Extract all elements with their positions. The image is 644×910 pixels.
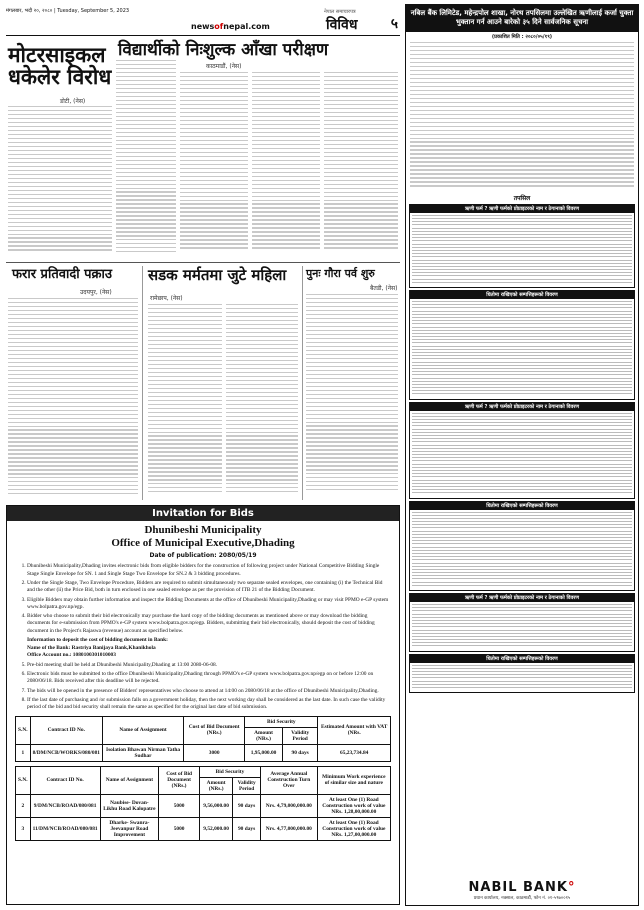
story-eyecamp-dateline: काठमाडौं, (नेस) xyxy=(206,63,242,70)
cell: Isolation Bhawan Nirman Tatha Sudhar xyxy=(102,744,183,761)
cell: 5000 xyxy=(159,817,200,840)
site-brand[interactable] xyxy=(191,22,270,31)
cell: 3000 xyxy=(184,744,245,761)
story-absconding-headline: फरार प्रतिवादी पक्राउ xyxy=(12,267,112,282)
bid-table-2 xyxy=(15,766,391,841)
entry-header: ऋणी फर्म ? ऋणी फर्मको प्रोप्राइटरको नाम र ठेगानाको विवरण xyxy=(410,594,634,602)
bid-items-2 xyxy=(7,662,399,712)
notice-entry xyxy=(409,402,635,499)
bid-org-line1: Dhunibeshi Municipality xyxy=(144,524,262,536)
th-contract: Contract ID No. xyxy=(30,716,102,744)
cell: 90 days xyxy=(233,794,261,817)
bid-item: 6. Electronic bids must be submitted to the office Dhunibeshi Municipality,Dhading through PPMO's e-GP system www.bolpatra.gov.np/egp on or before 12:00 on 2080/06/18. Bids received after this deadline will be rejected. xyxy=(27,671,391,686)
cell: 1,95,000.00 xyxy=(245,744,283,761)
cell: 90 days xyxy=(233,817,261,840)
logo-text: NABIL BANK xyxy=(468,880,568,895)
th-validity: Validity Period xyxy=(233,777,261,794)
story-road-headline: सडक मर्मतमा जुटे महिला xyxy=(148,266,287,284)
story-road-body-col2 xyxy=(226,304,298,498)
entry-header: धितोमा राखिएको सम्पत्तिहरूको विवरण xyxy=(410,655,634,663)
notice-entry xyxy=(409,204,635,288)
cell: 9,56,000.00 xyxy=(199,794,232,817)
cell: Nrs. 4,77,000,000.00 xyxy=(260,817,317,840)
story-gaura-dateline: बैतडी, (नेस) xyxy=(370,285,398,292)
notice-entry xyxy=(409,654,635,694)
th-amount: Amount (NRs.) xyxy=(245,727,283,744)
cell: 65,23,734.84 xyxy=(318,744,391,761)
bid-pub-date: Date of publication: 2080/05/19 xyxy=(149,552,257,560)
story-road-dateline: रामेछाप, (नेस) xyxy=(150,295,183,302)
logo-accent: ° xyxy=(567,880,576,895)
nabil-bank-logo xyxy=(406,880,638,895)
page-number: ५ xyxy=(390,16,398,32)
section-divider xyxy=(6,262,400,263)
th-amount: Amount (NRs.) xyxy=(199,777,232,794)
brand-left: news xyxy=(191,22,215,31)
issue-date: मंगलबार, भदौ २०, २०८० | Tuesday, September 5, 2023 xyxy=(6,8,130,14)
story-motorcycle-dateline: डोटी, (नेस) xyxy=(60,98,86,105)
notice-intro xyxy=(410,42,634,192)
entry-header: धितोमा राखिएको सम्पत्तिहरूको विवरण xyxy=(410,502,634,510)
story-absconding-dateline: उदयपुर, (नेस) xyxy=(80,289,112,296)
story-eyecamp-body-col3 xyxy=(324,72,398,256)
th-contract: Contract ID No. xyxy=(30,766,100,794)
th-estimate: Estimated Amount with VAT (NRs. xyxy=(318,716,391,744)
bid-org-name xyxy=(7,524,399,550)
bid-item: 4. Bidder who choose to submit their bid electronically may purchase the hard copy of the bidding documents as mentioned above or may download the bidding documents for e-submission from PPMO's e-GP system www.bolpatra.gov.np/egp. Bidders, submitting their bid electronically, should deposit the cost of bidding document in the Project's Rajaswa (revenue) account as specified below. xyxy=(27,613,391,635)
cell: 5000 xyxy=(159,794,200,817)
notice-subtitle: (प्रकाशित मिति : २०८०/०५/१९) xyxy=(491,33,553,40)
bid-items xyxy=(7,563,399,635)
story-gaura-headline: पुनः गौरा पर्व शुरु xyxy=(306,267,375,280)
bank-info-title: Information to deposit the cost of bidding document in Bank: xyxy=(27,637,168,644)
bid-item: 5. Pre-bid meeting shall be held at Dhunibeshi Municipality,Dhading at 13:00 2080-06-08. xyxy=(27,662,391,669)
brand-tagline: नेपाल समाचारपत्र xyxy=(324,9,356,15)
section-title: विविध xyxy=(326,17,358,33)
th-sn: S.N. xyxy=(16,766,31,794)
bid-item: 7. The bids will be opened in the presence of Bidders' representatives who choose to attend at 14:00 on 2080/06/18 at the office of Dhunibeshi Municipality,Dhading. xyxy=(27,688,391,695)
th-sn: S.N. xyxy=(16,716,31,744)
notice-entry xyxy=(409,501,635,592)
cell: At least One (1) Road Construction work of value NRs. 1,28,00,000.00 xyxy=(317,794,390,817)
cell: 2 xyxy=(16,794,31,817)
column-rule xyxy=(142,266,143,500)
th-experience: Minimum Work experience of similar size and nature xyxy=(317,766,390,794)
th-assignment: Name of Assignment xyxy=(102,716,183,744)
cell: Dharke- Swanra-Jeevanpur Road Improvement xyxy=(100,817,159,840)
th-turnover: Average Annual Construction Turn Over xyxy=(260,766,317,794)
th-security: Bid Security xyxy=(199,766,260,777)
cell: 9,52,000.00 xyxy=(199,817,232,840)
cell: At least One (1) Road Construction work of value NRs. 1,27,00,000.00 xyxy=(317,817,390,840)
brand-right: nepal.com xyxy=(223,22,270,31)
cell: 8/DM/NCB/WORKS/080/081 xyxy=(30,744,102,761)
bid-item: 3. Eligible Bidders may obtain further information and inspect the Bidding Documents at the office of Dhunibeshi Municipality,Dhading or may visit PPMO e-GP system www.bolpatra.gov.np/egp. xyxy=(27,597,391,612)
th-cost: Cost of Bid Document (NRs.) xyxy=(159,766,200,794)
story-road-body xyxy=(148,304,222,498)
story-eyecamp-headline: विद्यार्थीको निःशुल्क आँखा परीक्षण xyxy=(118,40,329,60)
bid-table-1 xyxy=(15,716,391,762)
cell: Nrs. 4,79,000,000.00 xyxy=(260,794,317,817)
cell: 11/DM/NCB/ROAD/080/081 xyxy=(30,817,100,840)
story-motorcycle-headline: मोटरसाइकल धकेलेर विरोध xyxy=(8,43,112,90)
table-row xyxy=(16,794,391,817)
cell: 3 xyxy=(16,817,31,840)
bid-item: 2. Under the Single Stage, Two Envelope Procedure, Bidders are required to submit simultaneously two separate sealed envelopes, one containing (i) the Technical Bid and the other (ii) the Price Bid, both in turn enclosed in one sealed envelope as per the provision of ITB 21 of the Bidding Document. xyxy=(27,580,391,595)
bank-account: Office Account no.: 1080100301010003 xyxy=(27,652,116,659)
notice-entry xyxy=(409,593,635,652)
bid-item: 1. Dhunibeshi Municipality,Dhading invites electronic bids from eligible bidders for the construction of following project under National Competitive Bidding Single Stage Single Envelope for SN. 1 and Single Stage Two Envelope for SN.2 & 3 bidding procedures. xyxy=(27,563,391,578)
entry-header: धितोमा राखिएको सम्पत्तिहरूको विवरण xyxy=(410,291,634,299)
bank-info xyxy=(7,637,399,660)
th-validity: Validity Period xyxy=(282,727,318,744)
notice-footer xyxy=(406,880,638,901)
table-row xyxy=(16,817,391,840)
cell: 9/DM/NCB/ROAD/080/081 xyxy=(30,794,100,817)
column-rule xyxy=(302,266,303,500)
th-security: Bid Security xyxy=(245,716,318,727)
cell: Naubise- Dovan- Likhu Road Kalopatre xyxy=(100,794,159,817)
bid-item: 8. If the last date of purchasing and /or submission falls on a government holiday, then the next working day shall be considered as the last date. In such case the validity period of the bid and bid security shall remain the same as specified for the original last date of bid submission. xyxy=(27,697,391,712)
entry-header: ऋणी फर्म ? ऋणी फर्मको प्रोप्राइटरको नाम र ठेगानाको विवरण xyxy=(410,403,634,411)
cell: 90 days xyxy=(282,744,318,761)
page-header xyxy=(6,4,400,36)
notice-title: नबिल बैंक लिमिटेड, महेन्द्रपोल शाखा, नोरथ तपसिलमा उल्लेखित ऋणीलाई कर्जा चुक्ता भुक्तान गर्न आउने बारेको ३५ दिने सार्वजनिक सूचना xyxy=(406,5,638,32)
bid-title: Invitation for Bids xyxy=(7,506,399,521)
story-motorcycle-body xyxy=(8,106,112,256)
notice-section-label: तपसिल xyxy=(513,194,531,202)
bank-name: Name of the Bank: Rastriya Banijaya Bank,Khanikhola xyxy=(27,644,156,651)
th-cost: Cost of Bid Document (NRs.) xyxy=(184,716,245,744)
th-assignment: Name of Assignment xyxy=(100,766,159,794)
story-gaura-body xyxy=(306,294,398,498)
brand-accent: of xyxy=(214,22,224,31)
bank-notice xyxy=(405,4,639,906)
table-row xyxy=(16,744,391,761)
bank-address: प्रधान कार्यालय, नक्साल, काठमाडौं, फोन नं. ०१-५९७००१५ xyxy=(473,896,571,901)
story-absconding-body xyxy=(8,298,138,498)
cell: 1 xyxy=(16,744,31,761)
bid-notice xyxy=(6,505,400,905)
notice-entry xyxy=(409,290,635,400)
bid-org-line2: Office of Municipal Executive,Dhading xyxy=(111,537,295,550)
entry-header: ऋणी फर्म ? ऋणी फर्मको प्रोप्राइटरको नाम र ठेगानाको विवरण xyxy=(410,205,634,213)
story-eyecamp-body xyxy=(180,72,248,256)
story-motorcycle-body-col2 xyxy=(116,60,176,256)
story-eyecamp-body-col2 xyxy=(252,72,320,256)
